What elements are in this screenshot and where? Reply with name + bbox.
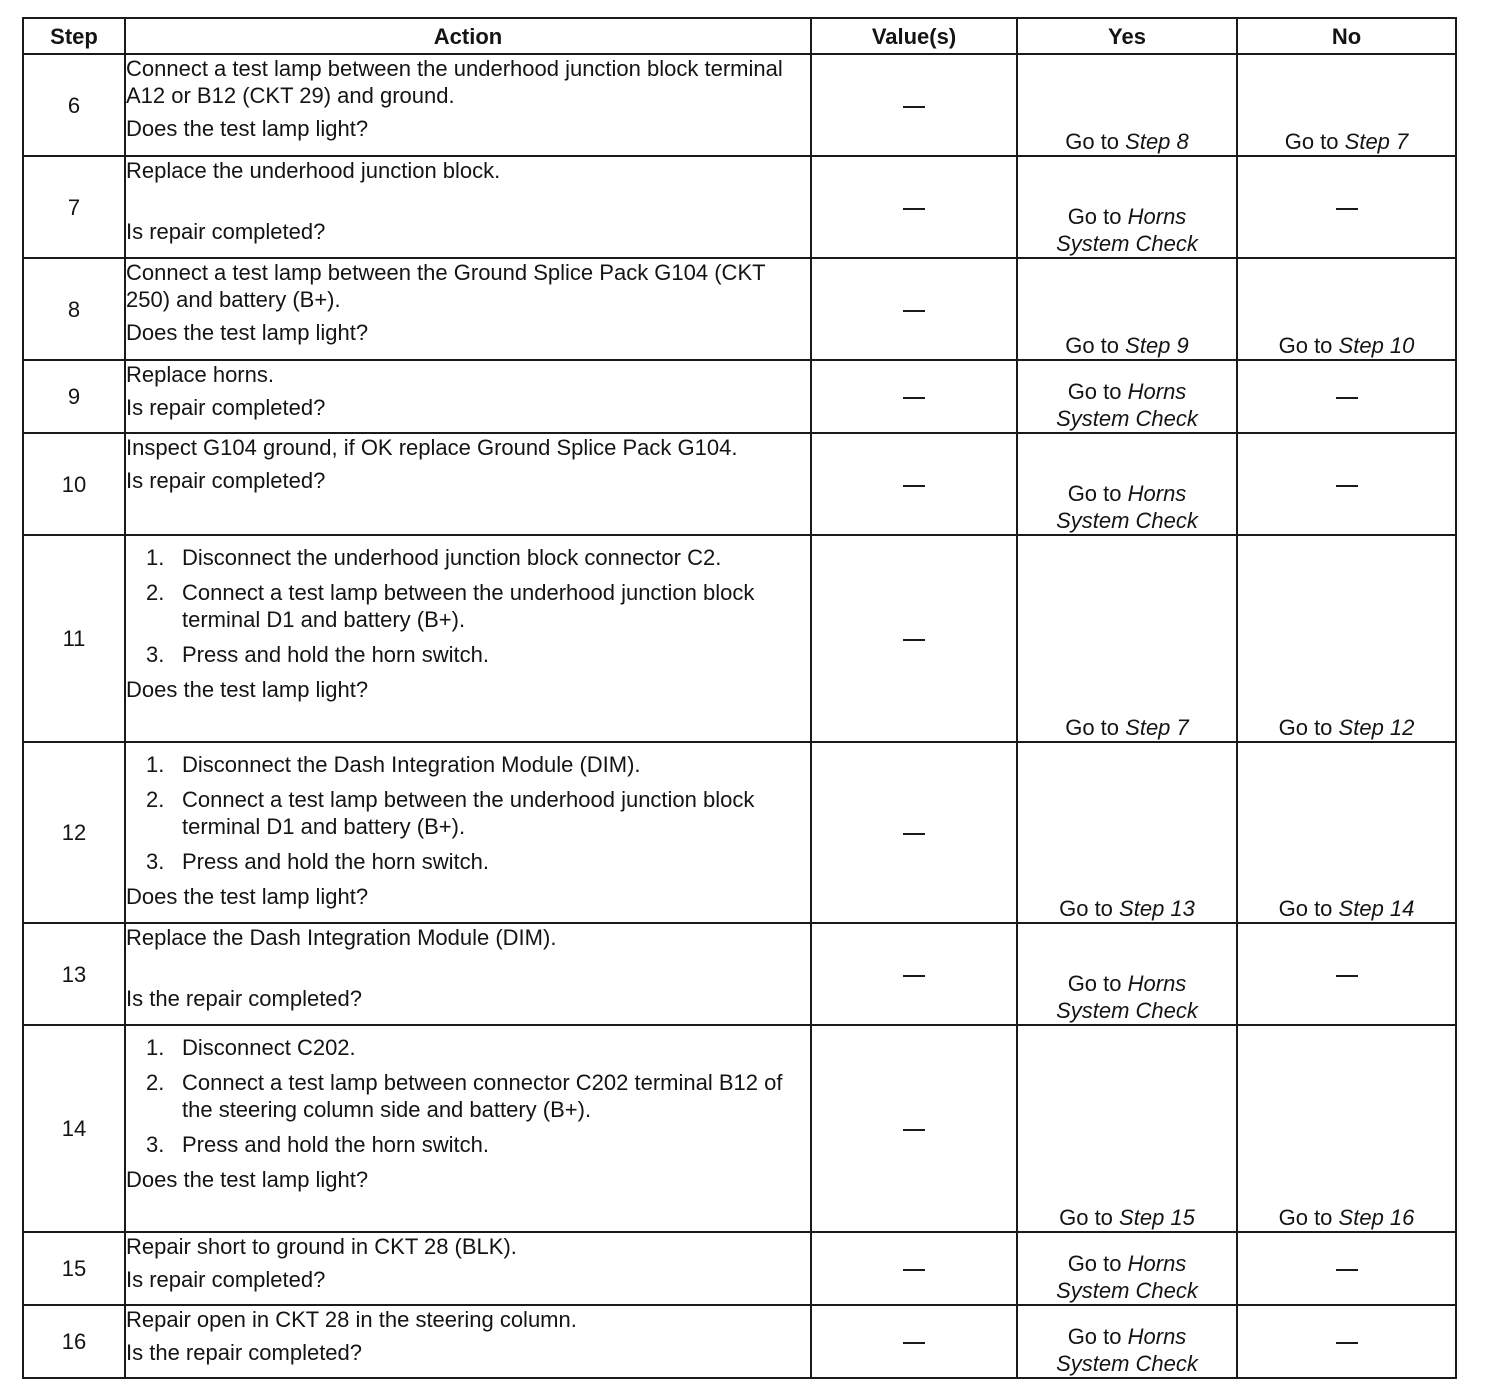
dash xyxy=(1336,1342,1358,1344)
action-text: Replace the Dash Integration Module (DIM). xyxy=(126,925,557,950)
value-dash xyxy=(903,1342,925,1344)
goto-prefix: Go to xyxy=(1067,204,1122,229)
action-question: Does the test lamp light? xyxy=(126,116,369,141)
action-text: Inspect G104 ground, if OK replace Ground Splice Pack G104. xyxy=(126,435,738,460)
action-step-text: Connect a test lamp between connector C202 terminal B12 of the steering column side and battery (B+). xyxy=(182,1070,783,1122)
action-steps xyxy=(126,544,810,668)
action-step-number: 2. xyxy=(146,580,165,605)
value-cell xyxy=(811,1025,1017,1232)
dash xyxy=(1336,397,1358,399)
header-no: No xyxy=(1237,18,1456,54)
table-row xyxy=(23,535,1456,742)
action-step-text: Press and hold the horn switch. xyxy=(182,849,489,874)
action-question: Is repair completed? xyxy=(126,219,326,244)
header-values: Value(s) xyxy=(811,18,1017,54)
goto-prefix: Go to xyxy=(1278,715,1333,740)
action-step-item xyxy=(126,641,810,668)
value-cell xyxy=(811,360,1017,433)
action-cell xyxy=(125,535,811,742)
dash xyxy=(1336,975,1358,977)
action-step-number: 2. xyxy=(146,787,165,812)
action-question: Is the repair completed? xyxy=(126,1340,363,1365)
action-cell xyxy=(125,742,811,923)
value-dash xyxy=(903,1269,925,1271)
action-cell xyxy=(125,54,811,156)
goto-prefix: Go to xyxy=(1065,715,1120,740)
goto-ref[interactable]: Step 7 xyxy=(1344,129,1409,154)
goto-ref[interactable]: Horns System Check xyxy=(1056,971,1198,1023)
action-step-number: 3. xyxy=(146,642,165,667)
action-step-text: Connect a test lamp between the underhood junction block terminal D1 and battery (B+). xyxy=(182,787,755,839)
goto-ref[interactable]: Step 9 xyxy=(1125,333,1189,358)
table-row xyxy=(23,433,1456,535)
goto-prefix: Go to xyxy=(1067,1251,1122,1276)
value-cell xyxy=(811,1232,1017,1305)
goto-prefix: Go to xyxy=(1059,1205,1113,1230)
goto-prefix: Go to xyxy=(1067,1324,1122,1349)
goto-ref[interactable]: Horns System Check xyxy=(1056,1251,1198,1303)
action-text: Replace the underhood junction block. xyxy=(126,158,501,183)
value-dash xyxy=(903,975,925,977)
action-step-number: 1. xyxy=(146,752,165,777)
header-row xyxy=(23,18,1456,54)
action-question: Does the test lamp light? xyxy=(126,884,369,909)
goto-prefix: Go to xyxy=(1067,481,1122,506)
action-steps xyxy=(126,751,810,875)
table-row xyxy=(23,1232,1456,1305)
step-number: 9 xyxy=(23,360,125,433)
yes-outcome xyxy=(1017,1025,1237,1232)
no-outcome xyxy=(1237,360,1456,433)
action-text: Connect a test lamp between the Ground Splice Pack G104 (CKT 250) and battery (B+). xyxy=(126,260,766,312)
yes-outcome xyxy=(1017,742,1237,923)
yes-outcome xyxy=(1017,433,1237,535)
action-cell xyxy=(125,1232,811,1305)
header-action: Action xyxy=(125,18,811,54)
step-number: 12 xyxy=(23,742,125,923)
action-text: Replace horns. xyxy=(126,362,274,387)
goto-ref[interactable]: Step 15 xyxy=(1119,1205,1195,1230)
action-steps xyxy=(126,1034,810,1158)
yes-outcome xyxy=(1017,258,1237,360)
value-dash xyxy=(903,1129,925,1131)
yes-outcome xyxy=(1017,1305,1237,1378)
header-step: Step xyxy=(23,18,125,54)
goto-ref[interactable]: Step 16 xyxy=(1338,1205,1415,1230)
value-cell xyxy=(811,1305,1017,1378)
value-dash xyxy=(903,208,925,210)
goto-prefix: Go to xyxy=(1059,896,1113,921)
dash xyxy=(1336,485,1358,487)
action-step-number: 1. xyxy=(146,1035,165,1060)
value-cell xyxy=(811,258,1017,360)
action-question: Is repair completed? xyxy=(126,468,326,493)
no-outcome xyxy=(1237,433,1456,535)
dash xyxy=(1336,208,1358,210)
action-cell xyxy=(125,156,811,258)
action-step-item xyxy=(126,751,810,778)
value-dash xyxy=(903,833,925,835)
diagnostic-table xyxy=(22,17,1457,1379)
step-number: 7 xyxy=(23,156,125,258)
action-step-item xyxy=(126,544,810,571)
action-cell xyxy=(125,923,811,1025)
yes-outcome xyxy=(1017,360,1237,433)
value-cell xyxy=(811,923,1017,1025)
action-step-text: Press and hold the horn switch. xyxy=(182,1132,489,1157)
goto-ref[interactable]: Step 13 xyxy=(1119,896,1195,921)
action-question: Is repair completed? xyxy=(126,1267,326,1292)
table-row xyxy=(23,1025,1456,1232)
goto-ref[interactable]: Step 8 xyxy=(1125,129,1189,154)
action-step-number: 3. xyxy=(146,849,165,874)
step-number: 16 xyxy=(23,1305,125,1378)
value-cell xyxy=(811,742,1017,923)
action-step-item xyxy=(126,1131,810,1158)
goto-ref[interactable]: Horns System Check xyxy=(1056,1324,1198,1376)
goto-prefix: Go to xyxy=(1065,129,1120,154)
action-step-item xyxy=(126,1069,810,1123)
action-question: Does the test lamp light? xyxy=(126,677,369,702)
table-row xyxy=(23,923,1456,1025)
step-number: 13 xyxy=(23,923,125,1025)
step-number: 10 xyxy=(23,433,125,535)
action-question: Is repair completed? xyxy=(126,395,326,420)
goto-ref[interactable]: Step 14 xyxy=(1338,896,1415,921)
no-outcome xyxy=(1237,1232,1456,1305)
goto-prefix: Go to xyxy=(1065,333,1120,358)
no-outcome xyxy=(1237,54,1456,156)
yes-outcome xyxy=(1017,535,1237,742)
goto-prefix: Go to xyxy=(1284,129,1339,154)
goto-ref[interactable]: Step 12 xyxy=(1338,715,1415,740)
action-text: Repair open in CKT 28 in the steering column. xyxy=(126,1307,577,1332)
action-step-text: Press and hold the horn switch. xyxy=(182,642,489,667)
no-outcome xyxy=(1237,156,1456,258)
no-outcome xyxy=(1237,742,1456,923)
no-outcome xyxy=(1237,258,1456,360)
table-row xyxy=(23,54,1456,156)
table-row xyxy=(23,742,1456,923)
action-cell xyxy=(125,1305,811,1378)
action-cell xyxy=(125,258,811,360)
no-outcome xyxy=(1237,535,1456,742)
action-step-item xyxy=(126,579,810,633)
table-row xyxy=(23,360,1456,433)
table-row xyxy=(23,156,1456,258)
action-cell xyxy=(125,360,811,433)
goto-ref[interactable]: Horns System Check xyxy=(1056,204,1198,256)
goto-ref[interactable]: Horns System Check xyxy=(1056,481,1198,533)
action-question: Does the test lamp light? xyxy=(126,1167,369,1192)
action-step-number: 3. xyxy=(146,1132,165,1157)
header-yes: Yes xyxy=(1017,18,1237,54)
value-cell xyxy=(811,535,1017,742)
action-step-item xyxy=(126,1034,810,1061)
value-dash xyxy=(903,639,925,641)
goto-prefix: Go to xyxy=(1278,896,1333,921)
goto-ref[interactable]: Step 10 xyxy=(1338,333,1415,358)
value-cell xyxy=(811,433,1017,535)
step-number: 15 xyxy=(23,1232,125,1305)
table-row xyxy=(23,258,1456,360)
action-question: Is the repair completed? xyxy=(126,986,363,1011)
action-step-number: 2. xyxy=(146,1070,165,1095)
action-cell xyxy=(125,1025,811,1232)
action-step-text: Connect a test lamp between the underhood junction block terminal D1 and battery (B+). xyxy=(182,580,755,632)
value-dash xyxy=(903,485,925,487)
goto-ref[interactable]: Step 7 xyxy=(1125,715,1189,740)
value-dash xyxy=(903,397,925,399)
action-text: Connect a test lamp between the underhood junction block terminal A12 or B12 (CKT 29) and ground. xyxy=(126,56,783,108)
action-text: Repair short to ground in CKT 28 (BLK). xyxy=(126,1234,517,1259)
table-row xyxy=(23,1305,1456,1378)
action-step-text: Disconnect the Dash Integration Module (DIM). xyxy=(182,752,641,777)
value-dash xyxy=(903,310,925,312)
goto-ref[interactable]: Horns System Check xyxy=(1056,379,1198,431)
step-number: 11 xyxy=(23,535,125,742)
step-number: 8 xyxy=(23,258,125,360)
no-outcome xyxy=(1237,1025,1456,1232)
no-outcome xyxy=(1237,1305,1456,1378)
yes-outcome xyxy=(1017,156,1237,258)
step-number: 14 xyxy=(23,1025,125,1232)
goto-prefix: Go to xyxy=(1278,1205,1333,1230)
dash xyxy=(1336,1269,1358,1271)
no-outcome xyxy=(1237,923,1456,1025)
action-step-item xyxy=(126,786,810,840)
value-dash xyxy=(903,106,925,108)
table-body xyxy=(23,54,1456,1378)
goto-prefix: Go to xyxy=(1067,379,1122,404)
yes-outcome xyxy=(1017,1232,1237,1305)
value-cell xyxy=(811,156,1017,258)
action-cell xyxy=(125,433,811,535)
goto-prefix: Go to xyxy=(1067,971,1122,996)
action-question: Does the test lamp light? xyxy=(126,320,369,345)
action-step-number: 1. xyxy=(146,545,165,570)
yes-outcome xyxy=(1017,923,1237,1025)
goto-prefix: Go to xyxy=(1278,333,1333,358)
step-number: 6 xyxy=(23,54,125,156)
action-step-item xyxy=(126,848,810,875)
action-step-text: Disconnect C202. xyxy=(182,1035,356,1060)
action-step-text: Disconnect the underhood junction block connector C2. xyxy=(182,545,722,570)
value-cell xyxy=(811,54,1017,156)
yes-outcome xyxy=(1017,54,1237,156)
